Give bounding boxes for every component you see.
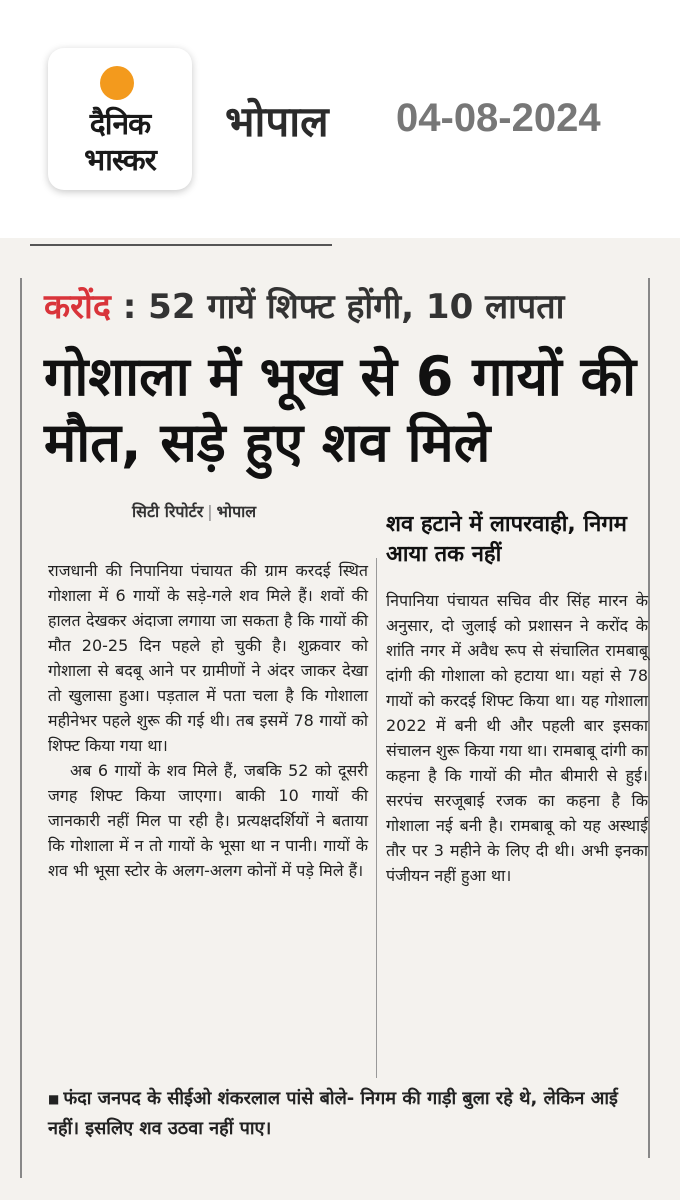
sun-icon	[100, 66, 134, 100]
divider	[30, 244, 332, 246]
paragraph: राजधानी की निपानिया पंचायत की ग्राम करदई स्थित गोशाला में 6 गायों के सड़े-गले शव मिले हैं। शवों की हालत देखकर अंदाजा लगाया जा सकता है कि गायों की मौत 20-25 दिन पहले हो चुकी है। शुक्रवार को गोशाला से बदबू आने पर ग्रामीणों ने अंदर जाकर देखा तो खुलासा हुआ। पड़ताल में पता चला है कि गोशाला महीनेभर पहले शुरू की गई थी। तब इसमें 78 गायों को शिफ्ट किया गया था।	[48, 561, 368, 755]
edition-city: भोपाल	[225, 97, 329, 146]
bullet-icon: ■	[48, 1092, 60, 1106]
column-divider	[376, 558, 377, 1078]
logo-line-1: दैनिक	[89, 107, 151, 142]
byline-author: सिटी रिपोर्टर	[132, 502, 204, 521]
subheading: शव हटाने में लापरवाही, निगम आया तक नहीं	[386, 512, 627, 567]
kicker-place: करोंद	[44, 287, 111, 327]
footnote	[48, 1084, 648, 1144]
paragraph: निपानिया पंचायत सचिव वीर सिंह मारन के अनुसार, दो जुलाई को प्रशासन ने करोंद के शांति नगर में अवैध रूप से संचालित रामबाबू दांगी की गोशाला को हटाया था। यहां से 78 गायों को करदई शिफ्ट किया था। यह गोशाला 2022 में बनी थी और पहली बार इसका संचालन शुरू किया गया था। रामबाबू दांगी का कहना है कि गायों की मौत बीमारी से हुई। सरपंच सरजूबाई रजक का कहना है कि गोशाला नई बनी है। रामबाबू को यह अस्थाई तौर पर 3 महीने के लिए दी थी। अभी इनका पंजीयन नहीं हुआ था।	[386, 591, 648, 885]
byline: सिटी रिपोर्टर | भोपाल	[132, 502, 257, 521]
newspaper-clipping	[0, 238, 680, 1200]
kicker-text: : 52 गायें शिफ्ट होंगी, 10 लापता	[122, 287, 565, 327]
article-headline: गोशाला में भूख से 6 गायों की मौत, सड़े हुए शव मिले	[44, 345, 637, 474]
divider	[20, 278, 22, 1178]
divider	[648, 278, 650, 1158]
footnote-text: फंदा जनपद के सीईओ शंकरलाल पांसे बोले- निगम की गाड़ी बुला रहे थे, लेकिन आई नहीं। इसलिए शव उठवा नहीं पाए।	[48, 1088, 618, 1139]
article-kicker	[44, 282, 564, 328]
logo-line-2: भास्कर	[84, 143, 156, 178]
byline-city: भोपाल	[216, 502, 257, 521]
column-left	[48, 558, 368, 883]
paragraph: अब 6 गायों के शव मिले हैं, जबकि 52 को दूसरी जगह शिफ्ट किया जाएगा। बाकी 10 गायों की जानकारी नहीं मिल पा रही है। प्रत्यक्षदर्शियों ने बताया कि गोशाला में न तो गायों के भूसा था न पानी। गायों के शव भी भूसा स्टोर के अलग-अलग कोनों में पड़े मिले हैं।	[48, 761, 368, 880]
header	[0, 0, 680, 238]
dainik-bhaskar-logo	[48, 48, 192, 190]
edition-date: 04-08-2024	[396, 96, 601, 140]
column-right	[386, 588, 648, 888]
